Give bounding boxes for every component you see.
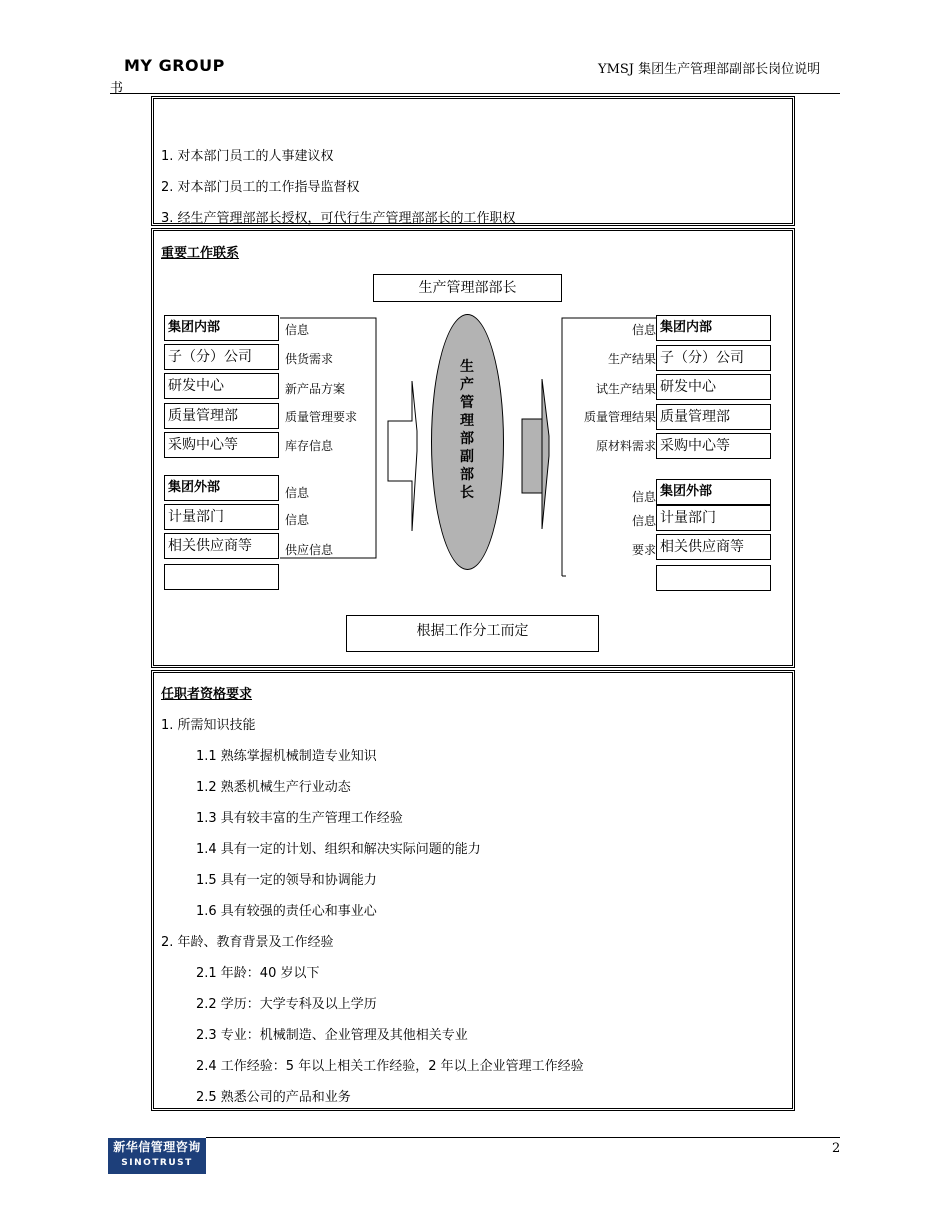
right-flow-label: 信息	[631, 323, 656, 337]
right-flow-label: 要求	[631, 543, 656, 557]
authority-section	[151, 96, 795, 226]
right-internal-item: 研发中心	[656, 374, 771, 400]
footer-rule	[206, 1137, 840, 1138]
qualification-item: 2.3 专业：机械制造、企业管理及其他相关专业	[196, 1028, 468, 1043]
authority-item-3: 3. 经生产管理部部长授权，可代行生产管理部部长的工作职权	[161, 211, 516, 226]
qualification-item: 2.1 年龄：40 岁以下	[196, 966, 320, 981]
left-flow-label: 新产品方案	[285, 382, 346, 396]
right-external-header: 集团外部	[656, 479, 771, 505]
sinotrust-logo	[108, 1138, 206, 1174]
right-flow-label: 原材料需求	[595, 439, 656, 453]
qualification-section-1: 1. 所需知识技能	[161, 718, 256, 733]
bottom-box-assignment: 根据工作分工而定	[346, 615, 599, 652]
right-flow-label: 生产结果	[607, 352, 656, 366]
qualification-item: 2.4 工作经验：5 年以上相关工作经验，2 年以上企业管理工作经验	[196, 1059, 584, 1074]
left-internal-item: 研发中心	[164, 373, 279, 399]
left-external-header: 集团外部	[164, 475, 279, 501]
right-internal-item: 质量管理部	[656, 404, 771, 430]
qualification-item: 1.2 熟悉机械生产行业动态	[196, 780, 351, 795]
document-title-continuation: 书	[110, 81, 124, 96]
group-name: MY GROUP	[124, 56, 225, 75]
qualification-item: 1.3 具有较丰富的生产管理工作经验	[196, 811, 403, 826]
qualification-item: 1.4 具有一定的计划、组织和解决实际问题的能力	[196, 842, 481, 857]
authority-item-2: 2. 对本部门员工的工作指导监督权	[161, 180, 360, 195]
qualification-item: 1.1 熟练掌握机械制造专业知识	[196, 749, 377, 764]
top-box-director: 生产管理部部长	[373, 274, 562, 302]
logo-text-cn: 新华信管理咨询	[113, 1140, 201, 1154]
qualification-item: 2.5 熟悉公司的产品和业务	[196, 1090, 351, 1105]
left-internal-item: 子（分）公司	[164, 344, 279, 370]
relations-heading: 重要工作联系	[161, 246, 240, 261]
qualification-item: 2.2 学历：大学专科及以上学历	[196, 997, 377, 1012]
qualifications-heading: 任职者资格要求	[161, 687, 253, 702]
left-empty-cell	[164, 564, 279, 590]
right-flow-label: 质量管理结果	[583, 410, 656, 424]
right-external-item: 计量部门	[656, 505, 771, 531]
right-external-item: 相关供应商等	[656, 534, 771, 560]
right-flow-label: 信息	[631, 490, 656, 504]
authority-item-1: 1. 对本部门员工的人事建议权	[161, 149, 334, 164]
left-external-item: 相关供应商等	[164, 533, 279, 559]
left-flow-label: 质量管理要求	[285, 410, 358, 424]
qualifications-section	[151, 670, 795, 1111]
left-internal-header: 集团内部	[164, 315, 279, 341]
left-internal-item: 采购中心等	[164, 432, 279, 458]
qualification-item: 1.6 具有较强的责任心和事业心	[196, 904, 377, 919]
qualification-section-2: 2. 年龄、教育背景及工作经验	[161, 935, 334, 950]
qualification-item: 1.5 具有一定的领导和协调能力	[196, 873, 377, 888]
page-number: 2	[832, 1141, 841, 1156]
left-external-item: 计量部门	[164, 504, 279, 530]
right-flow-label: 试生产结果	[595, 382, 656, 396]
left-flow-label: 信息	[285, 486, 310, 500]
right-internal-header: 集团内部	[656, 315, 771, 341]
logo-text-en: SINOTRUST	[121, 1158, 193, 1168]
relations-section	[151, 228, 795, 668]
left-flow-label: 信息	[285, 323, 310, 337]
right-flow-label: 信息	[631, 514, 656, 528]
left-flow-label: 库存信息	[285, 439, 334, 453]
left-flow-label: 供应信息	[285, 543, 334, 557]
right-empty-cell	[656, 565, 771, 591]
center-role-label: 生产管理部副部长	[460, 359, 474, 501]
left-internal-item: 质量管理部	[164, 403, 279, 429]
document-title: YMSJ 集团生产管理部副部长岗位说明	[598, 62, 821, 77]
right-internal-item: 采购中心等	[656, 433, 771, 459]
left-flow-label: 供货需求	[285, 352, 334, 366]
right-internal-item: 子（分）公司	[656, 345, 771, 371]
header-rule	[110, 93, 840, 94]
left-flow-label: 信息	[285, 513, 310, 527]
